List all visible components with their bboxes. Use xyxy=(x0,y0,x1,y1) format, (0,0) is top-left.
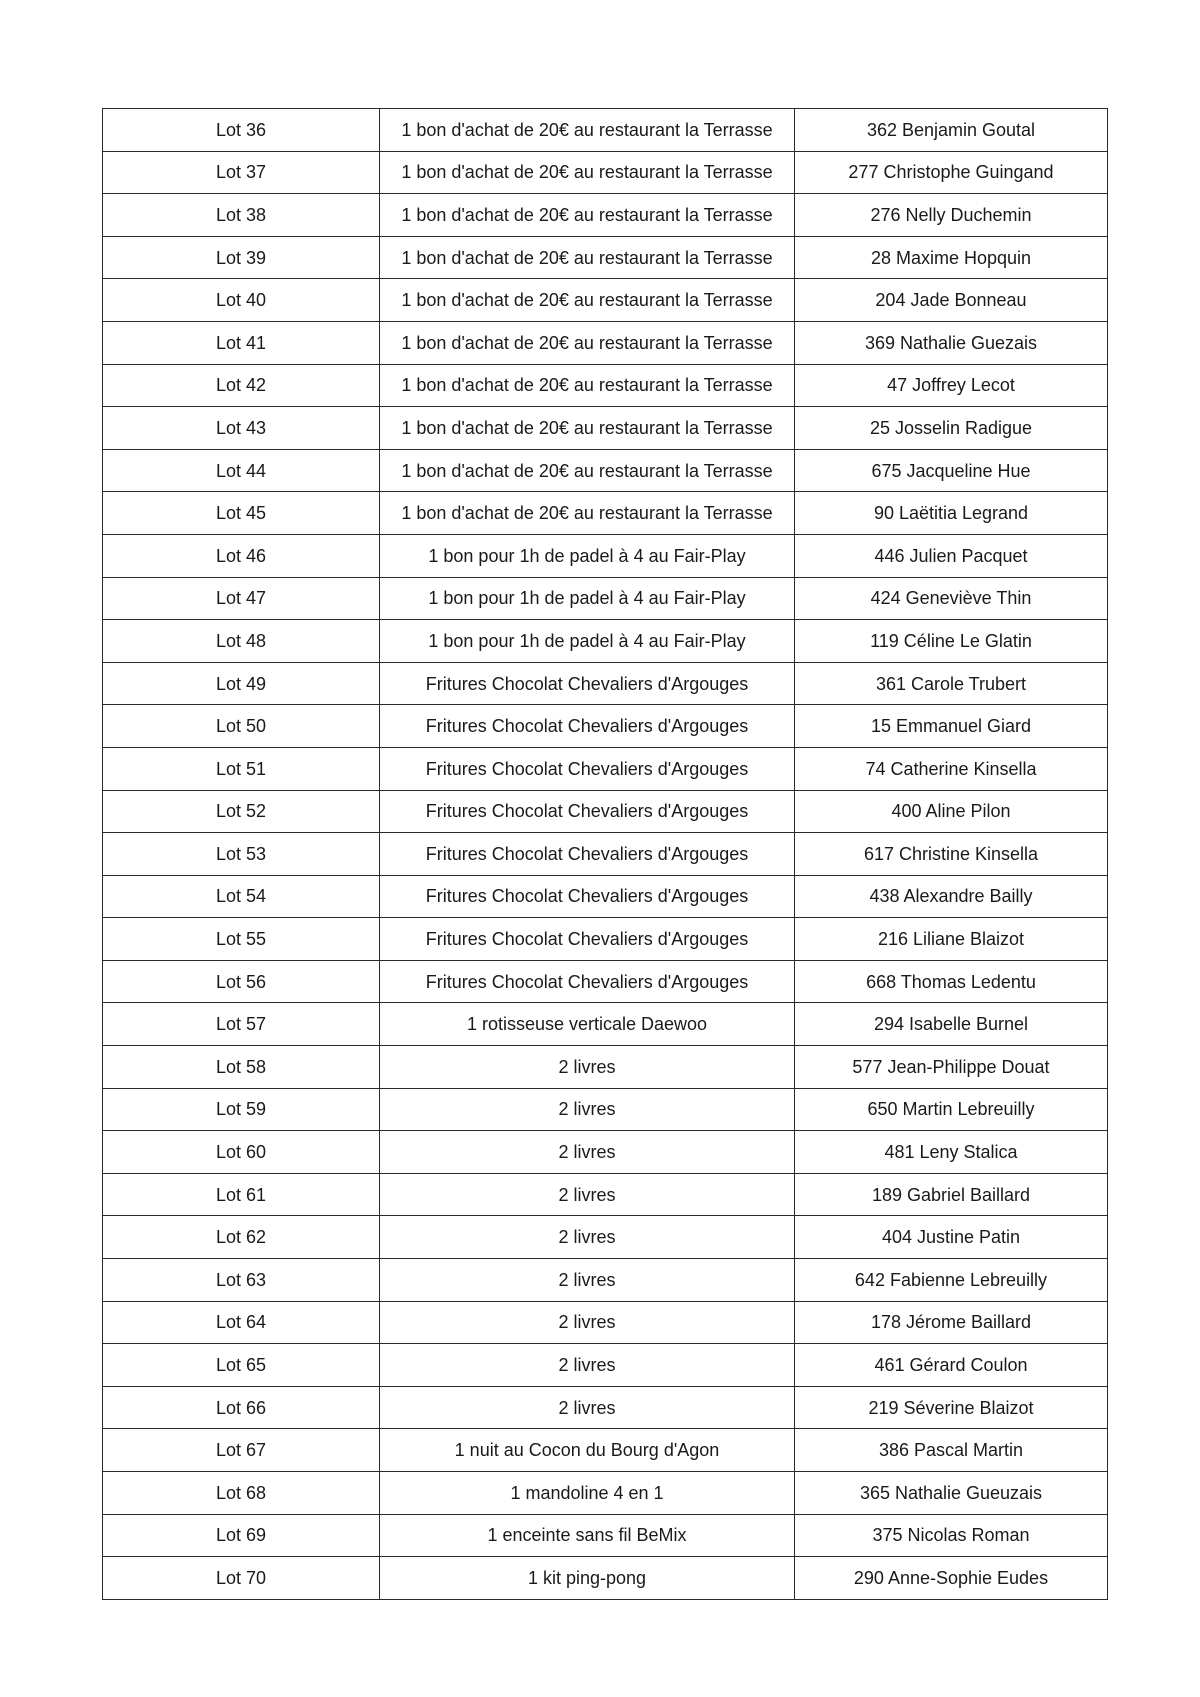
table-row xyxy=(103,1344,1108,1387)
prize-cell: Fritures Chocolat Chevaliers d'Argouges xyxy=(380,790,795,833)
table-row xyxy=(103,918,1108,961)
table-row xyxy=(103,620,1108,663)
prize-cell: 2 livres xyxy=(380,1301,795,1344)
lot-number-cell: Lot 52 xyxy=(103,790,380,833)
table-row xyxy=(103,407,1108,450)
lot-number-cell: Lot 45 xyxy=(103,492,380,535)
prize-cell: 2 livres xyxy=(380,1386,795,1429)
table-row xyxy=(103,364,1108,407)
table-row xyxy=(103,1557,1108,1600)
table-row xyxy=(103,236,1108,279)
lot-number-cell: Lot 53 xyxy=(103,833,380,876)
prize-cell: 1 bon d'achat de 20€ au restaurant la Terrasse xyxy=(380,407,795,450)
prize-cell: 1 bon d'achat de 20€ au restaurant la Terrasse xyxy=(380,364,795,407)
prize-cell: 2 livres xyxy=(380,1131,795,1174)
prize-cell: 1 bon d'achat de 20€ au restaurant la Terrasse xyxy=(380,194,795,237)
lot-number-cell: Lot 68 xyxy=(103,1472,380,1515)
table-row xyxy=(103,1046,1108,1089)
lot-number-cell: Lot 46 xyxy=(103,534,380,577)
lot-number-cell: Lot 40 xyxy=(103,279,380,322)
prize-cell: 1 bon d'achat de 20€ au restaurant la Terrasse xyxy=(380,109,795,152)
prize-cell: Fritures Chocolat Chevaliers d'Argouges xyxy=(380,705,795,748)
prize-cell: 1 bon d'achat de 20€ au restaurant la Terrasse xyxy=(380,279,795,322)
table-row xyxy=(103,109,1108,152)
lot-number-cell: Lot 39 xyxy=(103,236,380,279)
lot-number-cell: Lot 70 xyxy=(103,1557,380,1600)
table-row xyxy=(103,790,1108,833)
table-row xyxy=(103,1429,1108,1472)
lot-number-cell: Lot 54 xyxy=(103,875,380,918)
winner-cell: 276 Nelly Duchemin xyxy=(795,194,1108,237)
lot-number-cell: Lot 56 xyxy=(103,960,380,1003)
lot-number-cell: Lot 51 xyxy=(103,747,380,790)
lot-number-cell: Lot 47 xyxy=(103,577,380,620)
winner-cell: 446 Julien Pacquet xyxy=(795,534,1108,577)
table-row xyxy=(103,1173,1108,1216)
table-row xyxy=(103,1514,1108,1557)
lot-number-cell: Lot 50 xyxy=(103,705,380,748)
prize-cell: 2 livres xyxy=(380,1259,795,1302)
lot-number-cell: Lot 69 xyxy=(103,1514,380,1557)
lot-number-cell: Lot 66 xyxy=(103,1386,380,1429)
lot-number-cell: Lot 41 xyxy=(103,321,380,364)
prize-cell: 2 livres xyxy=(380,1216,795,1259)
table-row xyxy=(103,194,1108,237)
winner-cell: 375 Nicolas Roman xyxy=(795,1514,1108,1557)
winner-cell: 675 Jacqueline Hue xyxy=(795,449,1108,492)
prize-cell: 1 bon pour 1h de padel à 4 au Fair-Play xyxy=(380,534,795,577)
table-row xyxy=(103,492,1108,535)
winner-cell: 74 Catherine Kinsella xyxy=(795,747,1108,790)
winner-cell: 617 Christine Kinsella xyxy=(795,833,1108,876)
lot-number-cell: Lot 60 xyxy=(103,1131,380,1174)
prize-cell: Fritures Chocolat Chevaliers d'Argouges xyxy=(380,747,795,790)
winner-cell: 361 Carole Trubert xyxy=(795,662,1108,705)
winner-cell: 481 Leny Stalica xyxy=(795,1131,1108,1174)
table-row xyxy=(103,1301,1108,1344)
prize-cell: Fritures Chocolat Chevaliers d'Argouges xyxy=(380,875,795,918)
lot-number-cell: Lot 48 xyxy=(103,620,380,663)
table-row xyxy=(103,534,1108,577)
table-row xyxy=(103,151,1108,194)
winner-cell: 119 Céline Le Glatin xyxy=(795,620,1108,663)
table-row xyxy=(103,449,1108,492)
table-row xyxy=(103,1088,1108,1131)
winner-cell: 424 Geneviève Thin xyxy=(795,577,1108,620)
table-row xyxy=(103,960,1108,1003)
lot-number-cell: Lot 44 xyxy=(103,449,380,492)
winner-cell: 642 Fabienne Lebreuilly xyxy=(795,1259,1108,1302)
lots-table-body xyxy=(103,109,1108,1600)
table-row xyxy=(103,833,1108,876)
table-row xyxy=(103,577,1108,620)
table-row xyxy=(103,1003,1108,1046)
prize-cell: 1 enceinte sans fil BeMix xyxy=(380,1514,795,1557)
winner-cell: 365 Nathalie Gueuzais xyxy=(795,1472,1108,1515)
winner-cell: 650 Martin Lebreuilly xyxy=(795,1088,1108,1131)
prize-cell: 2 livres xyxy=(380,1344,795,1387)
winner-cell: 362 Benjamin Goutal xyxy=(795,109,1108,152)
prize-cell: 1 bon d'achat de 20€ au restaurant la Terrasse xyxy=(380,151,795,194)
winner-cell: 178 Jérome Baillard xyxy=(795,1301,1108,1344)
prize-cell: 1 mandoline 4 en 1 xyxy=(380,1472,795,1515)
lot-number-cell: Lot 42 xyxy=(103,364,380,407)
winner-cell: 219 Séverine Blaizot xyxy=(795,1386,1108,1429)
winner-cell: 25 Josselin Radigue xyxy=(795,407,1108,450)
winner-cell: 404 Justine Patin xyxy=(795,1216,1108,1259)
table-row xyxy=(103,1259,1108,1302)
table-row xyxy=(103,662,1108,705)
prize-cell: 1 rotisseuse verticale Daewoo xyxy=(380,1003,795,1046)
winner-cell: 461 Gérard Coulon xyxy=(795,1344,1108,1387)
prize-cell: 1 bon d'achat de 20€ au restaurant la Terrasse xyxy=(380,321,795,364)
prize-cell: 1 bon d'achat de 20€ au restaurant la Terrasse xyxy=(380,492,795,535)
prize-cell: 2 livres xyxy=(380,1046,795,1089)
winner-cell: 15 Emmanuel Giard xyxy=(795,705,1108,748)
table-row xyxy=(103,1131,1108,1174)
table-row xyxy=(103,1386,1108,1429)
lot-number-cell: Lot 36 xyxy=(103,109,380,152)
winner-cell: 90 Laëtitia Legrand xyxy=(795,492,1108,535)
lot-number-cell: Lot 55 xyxy=(103,918,380,961)
lot-number-cell: Lot 57 xyxy=(103,1003,380,1046)
winner-cell: 216 Liliane Blaizot xyxy=(795,918,1108,961)
winner-cell: 400 Aline Pilon xyxy=(795,790,1108,833)
table-row xyxy=(103,1472,1108,1515)
prize-cell: 1 bon d'achat de 20€ au restaurant la Terrasse xyxy=(380,236,795,279)
winner-cell: 668 Thomas Ledentu xyxy=(795,960,1108,1003)
winner-cell: 28 Maxime Hopquin xyxy=(795,236,1108,279)
lot-number-cell: Lot 37 xyxy=(103,151,380,194)
lot-number-cell: Lot 63 xyxy=(103,1259,380,1302)
prize-cell: 1 nuit au Cocon du Bourg d'Agon xyxy=(380,1429,795,1472)
lot-number-cell: Lot 38 xyxy=(103,194,380,237)
prize-cell: Fritures Chocolat Chevaliers d'Argouges xyxy=(380,833,795,876)
table-row xyxy=(103,321,1108,364)
prize-cell: 1 kit ping-pong xyxy=(380,1557,795,1600)
lots-table xyxy=(102,108,1108,1600)
table-row xyxy=(103,705,1108,748)
lot-number-cell: Lot 61 xyxy=(103,1173,380,1216)
winner-cell: 47 Joffrey Lecot xyxy=(795,364,1108,407)
table-row xyxy=(103,747,1108,790)
lot-number-cell: Lot 49 xyxy=(103,662,380,705)
winner-cell: 277 Christophe Guingand xyxy=(795,151,1108,194)
lot-number-cell: Lot 59 xyxy=(103,1088,380,1131)
prize-cell: Fritures Chocolat Chevaliers d'Argouges xyxy=(380,662,795,705)
lot-number-cell: Lot 65 xyxy=(103,1344,380,1387)
prize-cell: 2 livres xyxy=(380,1088,795,1131)
table-row xyxy=(103,279,1108,322)
prize-cell: 1 bon d'achat de 20€ au restaurant la Terrasse xyxy=(380,449,795,492)
prize-cell: 1 bon pour 1h de padel à 4 au Fair-Play xyxy=(380,577,795,620)
lot-number-cell: Lot 67 xyxy=(103,1429,380,1472)
winner-cell: 294 Isabelle Burnel xyxy=(795,1003,1108,1046)
prize-cell: Fritures Chocolat Chevaliers d'Argouges xyxy=(380,960,795,1003)
winner-cell: 386 Pascal Martin xyxy=(795,1429,1108,1472)
winner-cell: 290 Anne-Sophie Eudes xyxy=(795,1557,1108,1600)
table-row xyxy=(103,875,1108,918)
prize-cell: 2 livres xyxy=(380,1173,795,1216)
winner-cell: 577 Jean-Philippe Douat xyxy=(795,1046,1108,1089)
lot-number-cell: Lot 62 xyxy=(103,1216,380,1259)
prize-cell: Fritures Chocolat Chevaliers d'Argouges xyxy=(380,918,795,961)
winner-cell: 189 Gabriel Baillard xyxy=(795,1173,1108,1216)
lot-number-cell: Lot 58 xyxy=(103,1046,380,1089)
lot-number-cell: Lot 64 xyxy=(103,1301,380,1344)
lot-number-cell: Lot 43 xyxy=(103,407,380,450)
winner-cell: 438 Alexandre Bailly xyxy=(795,875,1108,918)
table-row xyxy=(103,1216,1108,1259)
winner-cell: 369 Nathalie Guezais xyxy=(795,321,1108,364)
winner-cell: 204 Jade Bonneau xyxy=(795,279,1108,322)
prize-cell: 1 bon pour 1h de padel à 4 au Fair-Play xyxy=(380,620,795,663)
